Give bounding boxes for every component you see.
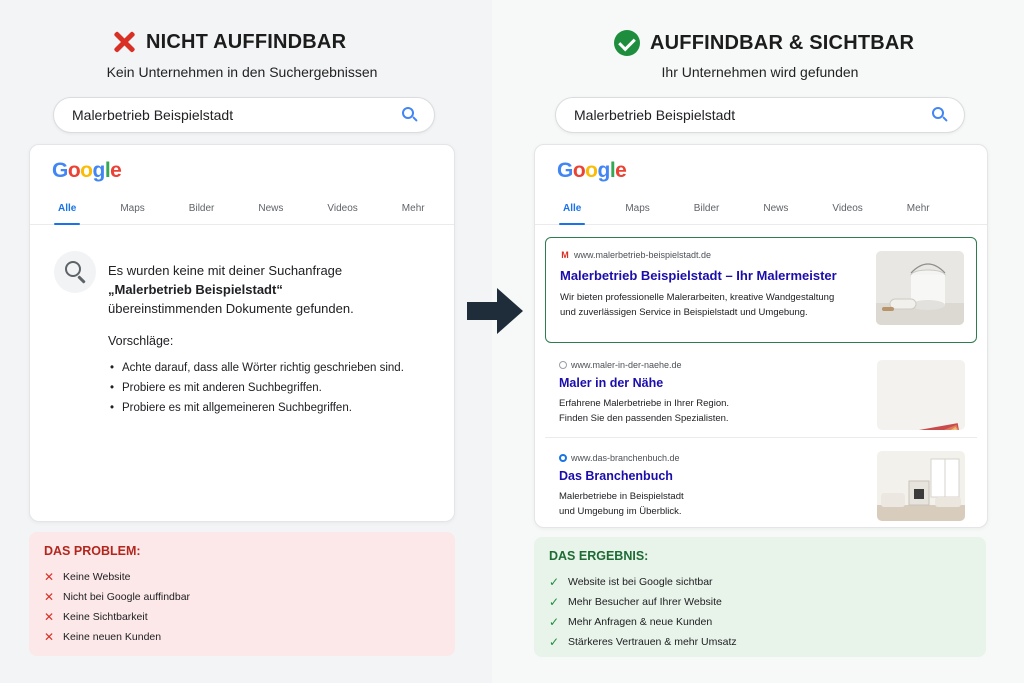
tab-mehr[interactable]: Mehr bbox=[401, 203, 425, 214]
suggestion-item: • Probiere es mit anderen Suchbegriffen. bbox=[108, 378, 438, 398]
right-search-input[interactable]: Malerbetrieb Beispielstadt bbox=[574, 107, 736, 123]
cross-icon: ✕ bbox=[44, 630, 55, 644]
tab-bilder[interactable]: Bilder bbox=[188, 203, 215, 214]
globe-icon bbox=[559, 454, 567, 462]
arrow-right-icon bbox=[467, 286, 525, 336]
result-description: Malerbetriebe in Beispielstadt und Umgebung im Überblick. bbox=[559, 491, 684, 517]
search-icon[interactable] bbox=[932, 107, 948, 123]
tab-news[interactable]: News bbox=[763, 203, 789, 214]
result-title: DAS ERGEBNIS: bbox=[549, 549, 649, 563]
cross-icon: ✕ bbox=[44, 570, 55, 584]
left-search-bar[interactable] bbox=[53, 97, 435, 133]
tab-maps[interactable]: Maps bbox=[625, 203, 650, 214]
cross-icon: ✕ bbox=[44, 610, 55, 624]
cross-icon: ✕ bbox=[44, 590, 55, 604]
suggestions-list bbox=[108, 358, 438, 418]
search-result-highlighted[interactable] bbox=[545, 237, 977, 343]
problem-item: ✕ Nicht bei Google auffindbar bbox=[44, 590, 191, 604]
left-heading-text: NICHT AUFFINDBAR bbox=[146, 30, 347, 53]
right-search-tabs bbox=[535, 197, 987, 225]
result-title-link[interactable]: Malerbetrieb Beispielstadt – Ihr Malermeister bbox=[560, 268, 837, 283]
benefit-item: ✓ Mehr Besucher auf Ihrer Website bbox=[549, 595, 722, 609]
right-subheading: Ihr Unternehmen wird gefunden bbox=[661, 64, 859, 80]
tab-bilder[interactable]: Bilder bbox=[693, 203, 720, 214]
problem-item: ✕ Keine Sichtbarkeit bbox=[44, 610, 148, 624]
result-url: www.das-branchenbuch.de bbox=[559, 453, 680, 463]
tab-videos[interactable]: Videos bbox=[327, 203, 358, 214]
left-search-results-card bbox=[29, 144, 455, 522]
result-url: www.maler-in-der-naehe.de bbox=[559, 360, 682, 370]
cross-icon bbox=[112, 30, 136, 54]
globe-icon bbox=[559, 361, 567, 369]
benefit-item: ✓ Stärkeres Vertrauen & mehr Umsatz bbox=[549, 635, 737, 649]
check-icon: ✓ bbox=[549, 575, 560, 589]
right-search-bar[interactable] bbox=[555, 97, 965, 133]
paint-bucket-roller-image bbox=[876, 251, 964, 325]
problem-title: DAS PROBLEM: bbox=[44, 544, 141, 558]
left-search-input[interactable]: Malerbetrieb Beispielstadt bbox=[72, 107, 234, 123]
google-logo: Google bbox=[52, 159, 122, 182]
result-url: M www.malerbetrieb-beispielstadt.de bbox=[561, 250, 712, 260]
result-box bbox=[534, 537, 986, 657]
tab-alle[interactable]: Alle bbox=[48, 197, 86, 224]
benefit-item: ✓ Website ist bei Google sichtbar bbox=[549, 575, 713, 589]
right-search-results-card bbox=[534, 144, 988, 528]
tab-maps[interactable]: Maps bbox=[120, 203, 145, 214]
problem-box bbox=[29, 532, 455, 656]
right-heading bbox=[614, 30, 914, 56]
left-subheading: Kein Unternehmen in den Suchergebnissen bbox=[106, 64, 378, 80]
result-description: Wir bieten professionelle Malerarbeiten, kreative Wandgestaltung und zuverlässigen Service in Beispielstadt und Umgebung. bbox=[560, 292, 835, 318]
check-icon: ✓ bbox=[549, 615, 560, 629]
result-title-link[interactable]: Das Branchenbuch bbox=[559, 469, 673, 483]
no-results-search-icon bbox=[54, 251, 96, 293]
problem-item: ✕ Keine neuen Kunden bbox=[44, 630, 162, 644]
check-circle-icon bbox=[614, 30, 640, 56]
search-result[interactable] bbox=[545, 352, 977, 438]
search-result[interactable] bbox=[545, 445, 977, 525]
favicon-m-icon: M bbox=[561, 250, 569, 260]
tab-alle[interactable]: Alle bbox=[553, 197, 591, 224]
color-swatch-fan-image bbox=[877, 360, 965, 430]
suggestions-title: Vorschläge: bbox=[108, 334, 174, 348]
search-icon[interactable] bbox=[402, 107, 418, 123]
suggestion-item: • Achte darauf, dass alle Wörter richtig geschrieben sind. bbox=[108, 358, 438, 378]
no-results-message: Es wurden keine mit deiner Suchanfrage „Malerbetrieb Beispielstadt“ übereinstimmenden Dokumente gefunden. bbox=[108, 263, 354, 316]
suggestion-item: • Probiere es mit allgemeineren Suchbegriffen. bbox=[108, 398, 438, 418]
problem-item: ✕ Keine Website bbox=[44, 570, 131, 584]
result-description: Erfahrene Malerbetriebe in Ihrer Region. Finden Sie den passenden Spezialisten. bbox=[559, 398, 730, 424]
left-search-tabs bbox=[30, 197, 454, 225]
right-heading-text: AUFFINDBAR & SICHTBAR bbox=[650, 31, 915, 54]
check-icon: ✓ bbox=[549, 595, 560, 609]
google-logo: Google bbox=[557, 159, 627, 182]
living-room-image bbox=[877, 451, 965, 521]
tab-mehr[interactable]: Mehr bbox=[906, 203, 930, 214]
tab-news[interactable]: News bbox=[258, 203, 284, 214]
check-icon: ✓ bbox=[549, 635, 560, 649]
benefit-item: ✓ Mehr Anfragen & neue Kunden bbox=[549, 615, 713, 629]
result-title-link[interactable]: Maler in der Nähe bbox=[559, 376, 664, 390]
left-heading bbox=[112, 30, 346, 54]
tab-videos[interactable]: Videos bbox=[832, 203, 863, 214]
